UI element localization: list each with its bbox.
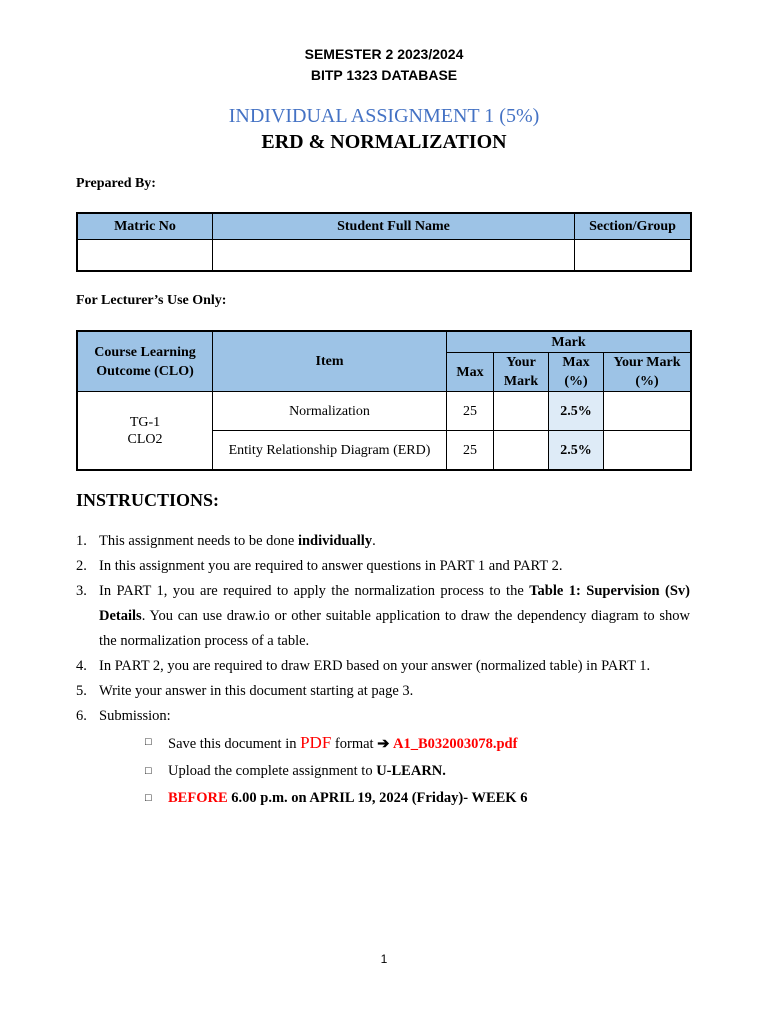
instruction-text: . You can use draw.io or other suitable application to draw the dependency diagram to show the normalization process of a table. <box>99 608 690 649</box>
section-group-cell[interactable] <box>575 240 692 272</box>
instruction-item <box>76 579 690 654</box>
arrow-right-icon: ➔ <box>377 736 390 752</box>
file-name: A1_B032003078.pdf <box>392 736 518 752</box>
your-mark-normalization[interactable] <box>494 392 549 431</box>
your-mark-pct-normalization[interactable] <box>604 392 692 431</box>
submission-text: Save this document in <box>168 736 301 752</box>
instructions-heading: INSTRUCTIONS: <box>76 490 220 510</box>
instruction-item <box>76 679 690 704</box>
instruction-text: Write your answer in this document starting at page 3. <box>99 683 414 699</box>
your-mark-pct-header: Your Mark (%) <box>604 353 692 392</box>
marking-table <box>76 330 692 471</box>
instructions-list <box>76 529 690 812</box>
max-erd: 25 <box>447 431 494 471</box>
instruction-item <box>76 554 690 579</box>
deadline-before-label: BEFORE <box>168 790 228 806</box>
student-info-table <box>76 212 692 272</box>
checkbox-bullet-icon: □ <box>145 736 152 748</box>
deadline-text: 6.00 p.m. on APRIL 19, 2024 (Friday)- WEEK 6 <box>227 790 528 806</box>
section-group-header: Section/Group <box>575 213 692 240</box>
matric-no-cell[interactable] <box>77 240 213 272</box>
your-mark-header: Your Mark <box>494 353 549 392</box>
item-header: Item <box>213 331 447 392</box>
lecturer-use-label: For Lecturer’s Use Only: <box>76 293 227 308</box>
list-number: 2. <box>76 558 87 574</box>
student-name-cell[interactable] <box>213 240 575 272</box>
max-pct-header: Max (%) <box>549 353 604 392</box>
submission-text: format <box>331 736 378 752</box>
list-number: 4. <box>76 658 87 674</box>
instruction-item <box>76 529 690 554</box>
assignment-title: INDIVIDUAL ASSIGNMENT 1 (5%) <box>228 105 540 127</box>
pdf-format-label: PDF <box>300 733 332 752</box>
max-header: Max <box>447 353 494 392</box>
submission-item <box>145 785 690 812</box>
instruction-item <box>76 654 690 679</box>
instruction-emphasis: individually <box>297 533 373 549</box>
instruction-emphasis: Table 1: Supervision (Sv) Details <box>99 583 691 624</box>
instruction-text: Submission: <box>99 708 171 724</box>
clo-header: Course Learning Outcome (CLO) <box>77 331 213 392</box>
submission-item <box>145 729 690 758</box>
assignment-subtitle: ERD & NORMALIZATION <box>261 131 507 153</box>
instruction-text: . <box>372 533 376 549</box>
instruction-item <box>76 704 690 812</box>
list-number: 3. <box>76 583 87 599</box>
checkbox-bullet-icon: □ <box>145 765 152 777</box>
course-heading: BITP 1323 DATABASE <box>310 67 458 83</box>
semester-heading: SEMESTER 2 2023/2024 <box>304 46 464 62</box>
item-normalization: Normalization <box>213 392 447 431</box>
submission-text: Upload the complete assignment to <box>168 763 377 779</box>
mark-header: Mark <box>447 331 692 353</box>
clo-number: CLO2 <box>127 431 163 447</box>
checkbox-bullet-icon: □ <box>145 792 152 804</box>
submission-item <box>145 758 690 785</box>
list-number: 1. <box>76 533 87 549</box>
instruction-text: In PART 2, you are required to draw ERD based on your answer (normalized table) in PART 1. <box>99 658 651 674</box>
list-number: 6. <box>76 708 87 724</box>
your-mark-pct-erd[interactable] <box>604 431 692 471</box>
page-number: 1 <box>380 952 388 966</box>
max-pct-normalization: 2.5% <box>549 392 604 431</box>
submission-list <box>99 729 690 812</box>
student-name-header: Student Full Name <box>213 213 575 240</box>
prepared-by-label: Prepared By: <box>76 176 156 191</box>
max-pct-erd: 2.5% <box>549 431 604 471</box>
your-mark-erd[interactable] <box>494 431 549 471</box>
item-erd: Entity Relationship Diagram (ERD) <box>213 431 447 471</box>
instruction-text: This assignment needs to be done <box>99 533 298 549</box>
instruction-text: In PART 1, you are required to apply the normalization process to the <box>99 583 530 599</box>
list-number: 5. <box>76 683 87 699</box>
clo-code: TG-1 <box>129 414 161 430</box>
max-normalization: 25 <box>447 392 494 431</box>
instruction-text: In this assignment you are required to answer questions in PART 1 and PART 2. <box>99 558 563 574</box>
ulearn-label: U-LEARN. <box>376 763 446 779</box>
matric-no-header: Matric No <box>77 213 213 240</box>
clo-cell <box>77 392 213 471</box>
